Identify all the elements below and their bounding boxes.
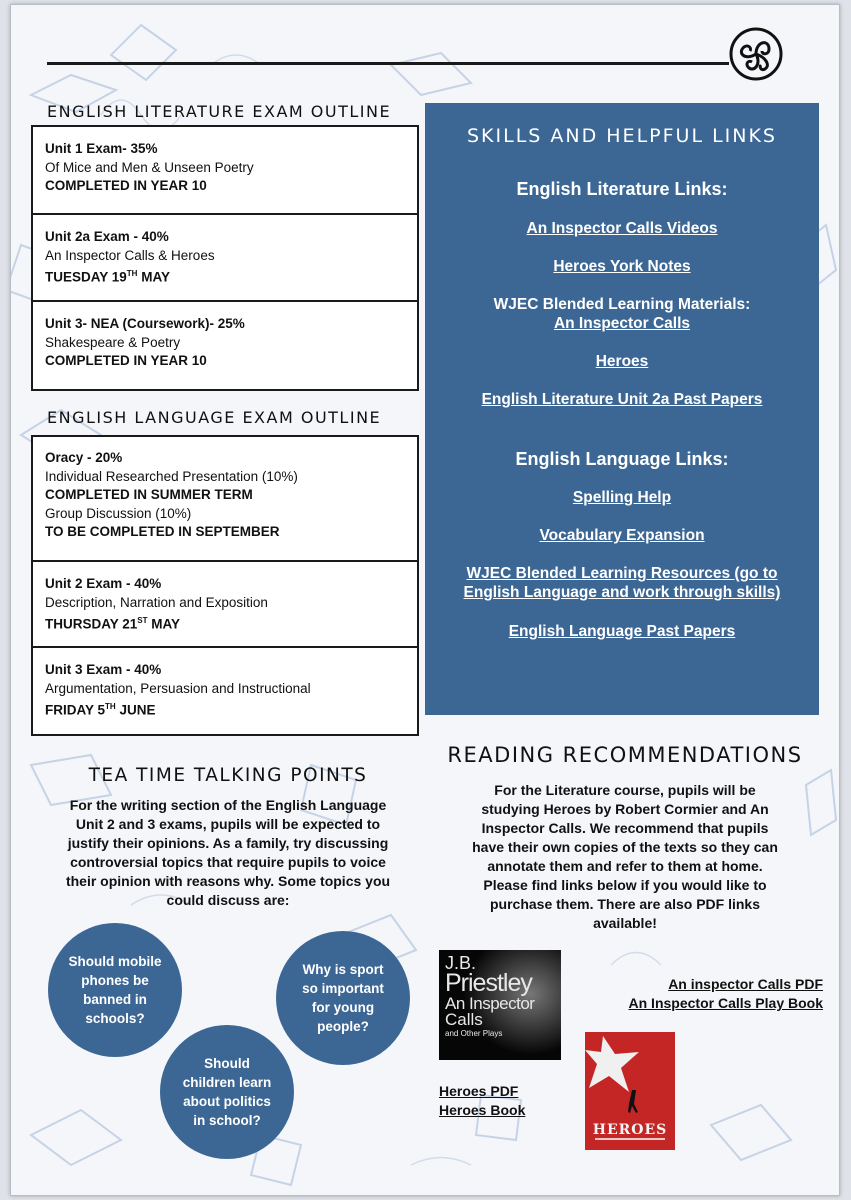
topic-bubble-mobile-phones: Should mobile phones be banned in schools? [48, 923, 182, 1057]
link-wjec-inspector-calls[interactable]: An Inspector Calls [553, 315, 691, 332]
priestley-book-cover: J.B. Priestley An Inspector Calls and Other Plays [439, 950, 561, 1060]
link-wjec-heroes[interactable]: Heroes [595, 353, 649, 370]
unit-detail: Description, Narration and Exposition [45, 594, 268, 610]
literature-outline-box [31, 125, 419, 391]
tea-time-text: For the writing section of the English Language Unit 2 and 3 exams, pupils will be expected to justify their opinions. As a family, try discussing controversial topics that require pupils to voice their opinion with reasons why. Some topics you could discuss are: [65, 797, 391, 908]
link-inspector-calls-pdf[interactable]: An inspector Calls PDF [668, 976, 823, 992]
unit-detail: An Inspector Calls & Heroes [45, 247, 215, 263]
unit-status: COMPLETED IN SUMMER TERM [45, 487, 253, 502]
unit-date: THURSDAY 21ST MAY [45, 616, 181, 632]
unit-title: Unit 2 Exam - 40% [45, 576, 162, 591]
skills-links-panel [425, 103, 819, 715]
link-spelling-help[interactable]: Spelling Help [572, 489, 672, 506]
language-oracy [33, 437, 417, 562]
link-wjec-resources[interactable]: WJEC Blended Learning Resources (go to English Language and work through skills) [463, 565, 781, 601]
tea-time-title: TEA TIME TALKING POINTS [88, 765, 368, 786]
unit-detail: Group Discussion (10%) [45, 505, 192, 521]
literature-links-heading: English Literature Links: [516, 179, 728, 199]
link-vocabulary-expansion[interactable]: Vocabulary Expansion [539, 527, 705, 544]
unit-status: COMPLETED IN YEAR 10 [45, 178, 207, 193]
link-language-past-papers[interactable]: English Language Past Papers [508, 623, 736, 640]
language-links-heading: English Language Links: [515, 449, 729, 469]
reading-text: For the Literature course, pupils will be studying Heroes by Robert Cormier and An Inspector Calls. We recommend that pupils have their own copies of the texts so they can annotate them and refer to them at home. Please find links below if you would like to purchase them. There are also PDF links available! [472, 782, 778, 931]
unit-date: FRIDAY 5TH JUNE [45, 702, 156, 718]
language-unit-3 [33, 648, 417, 734]
wjec-materials-label: WJEC Blended Learning Materials: [493, 296, 751, 313]
topic-bubble-politics: Should children learn about politics in school? [160, 1025, 294, 1159]
newsletter-page [10, 4, 840, 1196]
unit-title: Unit 3 Exam - 40% [45, 662, 162, 677]
unit-title: Unit 2a Exam - 40% [45, 229, 169, 244]
link-inspector-calls-videos[interactable]: An Inspector Calls Videos [526, 220, 718, 237]
language-unit-2 [33, 562, 417, 648]
literature-unit-1 [33, 127, 417, 215]
skills-title: SKILLS AND HELPFUL LINKS [467, 125, 777, 147]
unit-status: TO BE COMPLETED IN SEPTEMBER [45, 524, 280, 539]
topic-bubble-sport: Why is sport so important for young people? [276, 931, 410, 1065]
heroes-links [439, 1082, 525, 1120]
triskele-logo-icon [729, 27, 783, 81]
unit-date: TUESDAY 19TH MAY [45, 269, 170, 285]
reading-title: READING RECOMMENDATIONS [447, 743, 803, 767]
link-heroes-pdf[interactable]: Heroes PDF [439, 1083, 519, 1099]
language-outline-title: ENGLISH LANGUAGE EXAM OUTLINE [47, 408, 382, 427]
unit-detail: Argumentation, Persuasion and Instructional [45, 680, 311, 696]
inspector-calls-links [583, 975, 823, 1013]
unit-title: Oracy - 20% [45, 450, 123, 465]
link-literature-past-papers[interactable]: English Literature Unit 2a Past Papers [481, 391, 763, 408]
unit-status: COMPLETED IN YEAR 10 [45, 353, 207, 368]
unit-detail: Of Mice and Men & Unseen Poetry [45, 159, 254, 175]
literature-unit-2a [33, 215, 417, 302]
unit-detail: Shakespeare & Poetry [45, 334, 181, 350]
language-outline-box [31, 435, 419, 736]
literature-unit-3 [33, 302, 417, 389]
unit-detail: Individual Researched Presentation (10%) [45, 468, 298, 484]
unit-title: Unit 3- NEA (Coursework)- 25% [45, 316, 245, 331]
link-heroes-book[interactable]: Heroes Book [439, 1102, 526, 1118]
link-heroes-york-notes[interactable]: Heroes York Notes [553, 258, 691, 275]
header-rule [47, 62, 729, 65]
link-inspector-calls-play-book[interactable]: An Inspector Calls Play Book [628, 995, 823, 1011]
literature-outline-title: ENGLISH LITERATURE EXAM OUTLINE [47, 102, 392, 121]
unit-title: Unit 1 Exam- 35% [45, 141, 158, 156]
heroes-book-cover: HEROES [585, 1032, 675, 1150]
